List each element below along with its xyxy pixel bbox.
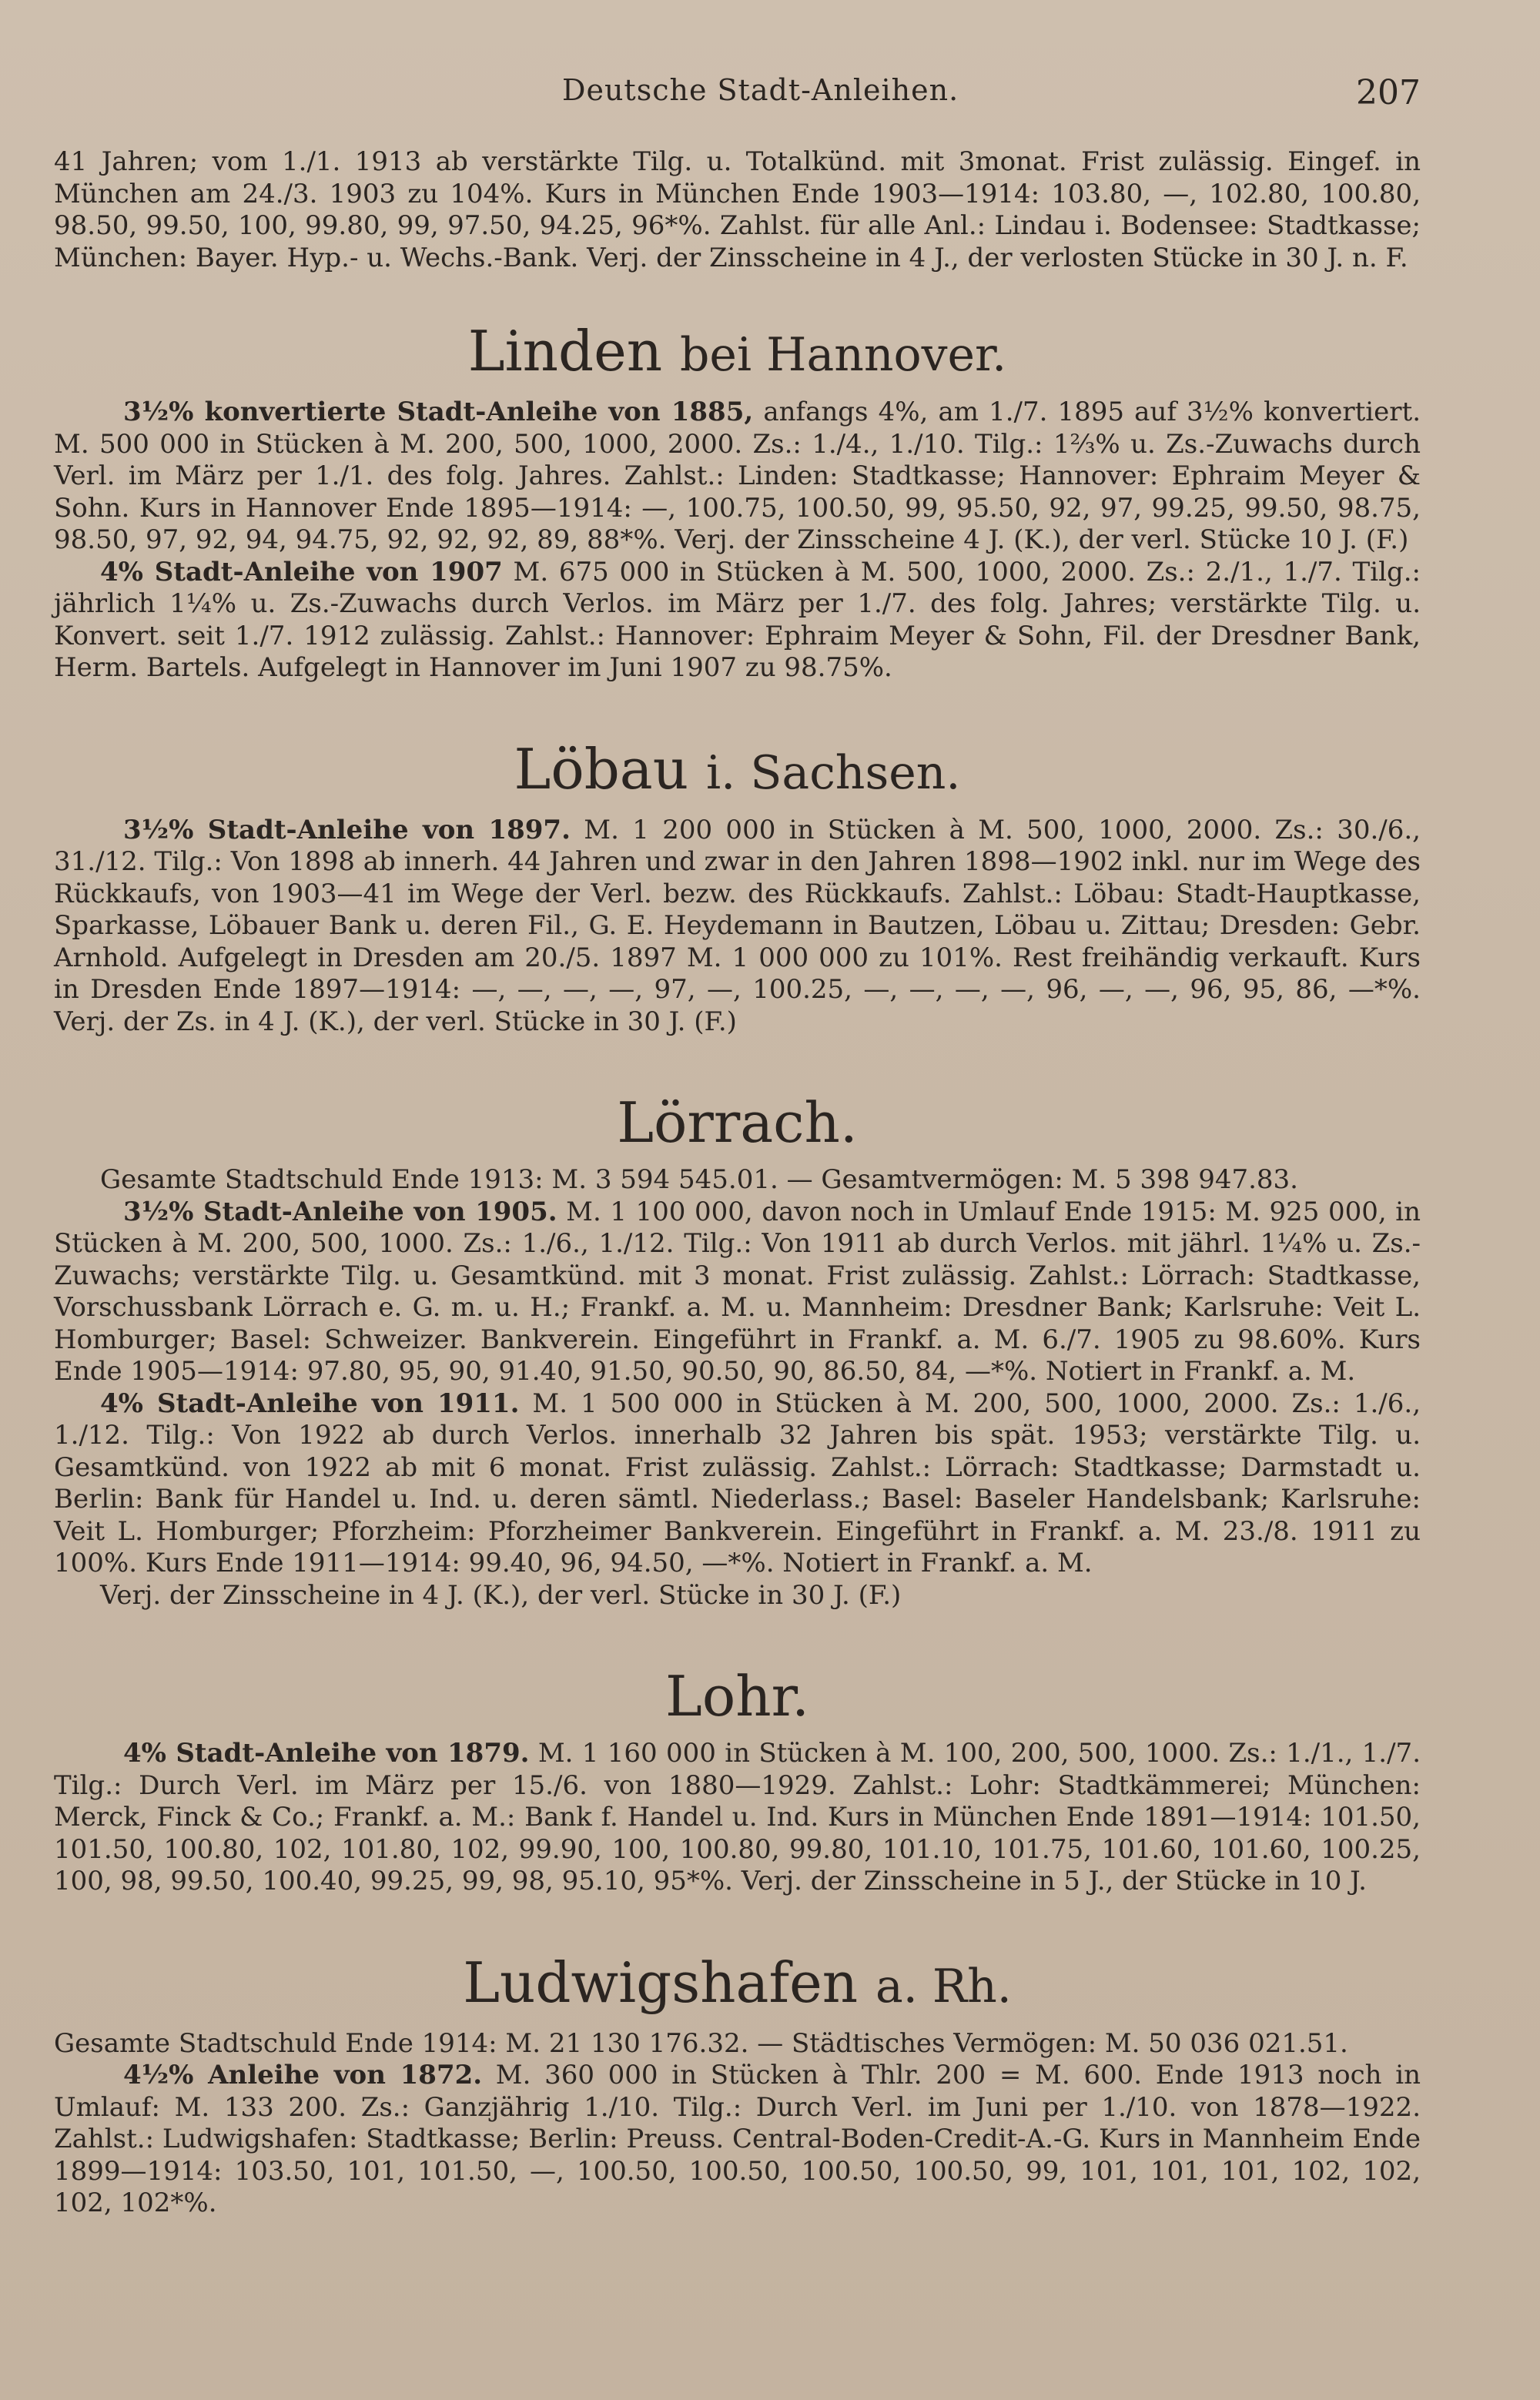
section-ludwigshafen bbox=[54, 1952, 1421, 2220]
section-heading bbox=[54, 1665, 1421, 1727]
loan-entry bbox=[54, 2060, 1421, 2220]
running-title: Deutsche Stadt-Anleihen. bbox=[562, 73, 959, 107]
section-heading bbox=[54, 1092, 1421, 1153]
section-heading bbox=[54, 738, 1421, 804]
loan-text: M. 1 200 000 in Stücken à M. 500, 1000, 2000. Zs.: 30./6., 31./12. Tilg.: Von 1898 ab innerh. 44 Jahren und zwar in den Jahren 1898—1902 inkl. nur im Wege des Rückkaufs, von 1903—41 im Wege der Verl. bezw. des Rückkaufs. Zahlst.: Löbau: Stadt-Hauptkasse, Sparkasse, Löbauer Bank u. deren Fil., G. E. Heydemann in Bautzen, Löbau u. Zittau; Dresden: Gebr. Arnhold. Aufgelegt in Dresden am 20./5. 1897 M. 1 000 000 zu 101%. Rest freihändig verkauft. Kurs in Dresden Ende 1897—1914: —, —, —, —, 97, —, 100.25, —, —, —, —, 96, —, —, 96, 95, 86, —*%. Verj. der Zs. in 4 J. (K.), der verl. Stücke in 30 J. (F.) bbox=[54, 814, 1421, 1037]
loan-text: anfangs 4%, am 1./7. 1895 auf 3½% konvertiert. M. 500 000 in Stücken à M. 200, 500, 1000, 2000. Zs.: 1./4., 1./10. Tilg.: 1⅔% u. Zs.-Zuwachs durch Verl. im März per 1./1. des folg. Jahres. Zahlst.: Linden: Stadtkasse; Hannover: Ephraim Meyer & Sohn. Kurs in Hannover Ende 1895—1914: —, 100.75, 100.50, 99, 95.50, 92, 97, 99.25, 99.50, 98.75, 98.50, 97, 92, 94, 94.75, 92, 92, 92, 89, 88*%. Verj. der Zinsscheine 4 J. (K.), der verl. Stücke 10 J. (F.) bbox=[54, 397, 1421, 555]
city-name: Lörrach. bbox=[617, 1090, 858, 1155]
loan-text: M. 1 100 000, davon noch in Umlauf Ende 1915: M. 925 000, in Stücken à M. 200, 500, 1000. Zs.: 1./6., 1./12. Tilg.: Von 1911 ab durch Verlos. mit jährl. 1¼% u. Zs.-Zuwachs; verstärkte Tilg. u. Gesamtkünd. mit 3 monat. Frist zulässig. Zahlst.: Lörrach: Stadtkasse, Vorschussbank Lörrach e. G. m. u. H.; Frankf. a. M. u. Mannheim: Dresdner Bank; Karlsruhe: Veit L. Homburger; Basel: Schweizer. Bankverein. Eingeführt in Frankf. a. M. 6./7. 1905 zu 98.60%. Kurs Ende 1905—1914: 97.80, 95, 90, 91.40, 91.50, 90.50, 90, 86.50, 84, —*%. Notiert in Frankf. a. M. bbox=[54, 1196, 1421, 1387]
city-name: Löbau bbox=[514, 736, 689, 802]
loan-text: M. 360 000 in Stücken à Thlr. 200 = M. 600. Ende 1913 noch in Umlauf: M. 133 200. Zs.: Ganzjährig 1./10. Tilg.: Durch Verl. im Juni per 1./10. von 1878—1922. Zahlst.: Ludwigshafen: Stadtkasse; Berlin: Preuss. Central-Boden-Credit-A.-G. Kurs in Mannheim Ende 1899—1914: 103.50, 101, 101.50, —, 100.50, 100.50, 100.50, 100.50, 99, 101, 101, 101, 102, 102, 102, 102*%. bbox=[54, 2060, 1421, 2218]
debt-statistics: Gesamte Stadtschuld Ende 1914: M. 21 130 176.32. — Städtisches Vermögen: M. 50 036 021.51. bbox=[54, 2027, 1348, 2059]
city-name: Lohr. bbox=[665, 1664, 809, 1729]
page-content bbox=[54, 146, 1421, 2220]
loan-text: M. 1 500 000 in Stücken à M. 200, 500, 1000, 2000. Zs.: 1./6., 1./12. Tilg.: Von 1922 ab durch Verlos. innerhalb 32 Jahren bis spät. 1953; verstärkte Tilg. u. Gesamtkünd. von 1922 ab mit 6 monat. Frist zulässig. Zahlst.: Lörrach: Stadtkasse; Darmstadt u. Berlin: Bank für Handel u. Ind. u. deren sämtl. Niederlass.; Basel: Baseler Handelsbank; Karlsruhe: Veit L. Homburger; Pforzheim: Pforzheimer Bankverein. Eingeführt in Frankf. a. M. 23./8. 1911 zu 100%. Kurs Ende 1911—1914: 99.40, 96, 94.50, —*%. Notiert in Frankf. a. M. bbox=[54, 1387, 1421, 1578]
loan-title: 4% Stadt-Anleihe von 1911. bbox=[100, 1387, 520, 1419]
loan-entry bbox=[54, 815, 1421, 1039]
loan-text: M. 1 160 000 in Stücken à M. 100, 200, 500, 1000. Zs.: 1./1., 1./7. Tilg.: Durch Verl. im März per 15./6. von 1880—1929. Zahlst.: Lohr: Stadtkämmerei; München: Merck, Finck & Co.; Frankf. a. M.: Bank f. Handel u. Ind. Kurs in München Ende 1891—1914: 101.50, 101.50, 100.80, 102, 101.80, 102, 99.90, 100, 100.80, 99.80, 101.10, 101.75, 101.60, 101.60, 100.25, 100, 98, 99.50, 100.40, 99.25, 99, 98, 95.10, 95*%. Verj. der Zinsscheine in 5 J., der Stücke in 10 J. bbox=[54, 1738, 1421, 1896]
section-loebau bbox=[54, 738, 1421, 1039]
section-lohr bbox=[54, 1665, 1421, 1898]
page-number: 207 bbox=[1356, 73, 1421, 112]
section-heading bbox=[54, 1952, 1421, 2017]
loan-title: 4½% Anleihe von 1872. bbox=[123, 2060, 483, 2090]
loan-title: 4% Stadt-Anleihe von 1907 bbox=[100, 556, 503, 587]
section-heading bbox=[54, 320, 1421, 386]
loan-entry bbox=[54, 1197, 1421, 1388]
loan-title: 4% Stadt-Anleihe von 1879. bbox=[123, 1738, 530, 1769]
debt-statistics: Gesamte Stadtschuld Ende 1913: M. 3 594 545.01. — Gesamtvermögen: M. 5 398 947.83. bbox=[100, 1164, 1298, 1195]
loan-title: 3½% Stadt-Anleihe von 1897. bbox=[123, 814, 571, 845]
loan-title: 3½% Stadt-Anleihe von 1905. bbox=[123, 1196, 557, 1227]
loan-entry bbox=[54, 397, 1421, 557]
loan-text: M. 675 000 in Stücken à M. 500, 1000, 2000. Zs.: 2./1., 1./7. Tilg.: jährlich 1¼% u. Zs.-Zuwachs durch Verlos. im März per 1./7. des folg. Jahres; verstärkte Tilg. u. Konvert. seit 1./7. 1912 zulässig. Zahlst.: Hannover: Ephraim Meyer & Sohn, Fil. der Dresdner Bank, Herm. Bartels. Aufgelegt in Hannover im Juni 1907 zu 98.75%. bbox=[54, 556, 1421, 683]
limitation-note: Verj. der Zinsscheine in 4 J. (K.), der verl. Stücke in 30 J. (F.) bbox=[100, 1579, 902, 1611]
loan-title: 3½% konvertierte Stadt-Anleihe von 1885, bbox=[123, 397, 754, 427]
city-suffix: a. Rh. bbox=[875, 1959, 1012, 2013]
city-suffix: bei Hannover. bbox=[679, 328, 1007, 382]
section-loerrach bbox=[54, 1092, 1421, 1612]
city-name: Ludwigshafen bbox=[463, 1950, 859, 2015]
loan-entry bbox=[54, 557, 1421, 685]
city-suffix: i. Sachsen. bbox=[705, 745, 961, 800]
page-header bbox=[0, 73, 1540, 119]
loan-entry bbox=[54, 1388, 1421, 1580]
intro-paragraph: 41 Jahren; vom 1./1. 1913 ab verstärkte Tilg. u. Totalkünd. mit 3monat. Frist zulässig. Eingef. in München am 24./3. 1903 zu 104%. Kurs in München Ende 1903—1914: 103.80, —, 102.80, 100.80, 98.50, 99.50, 100, 99.80, 99, 97.50, 94.25, 96*%. Zahlst. für alle Anl.: Lindau i. Bodensee: Stadtkasse; München: Bayer. Hyp.- u. Wechs.-Bank. Verj. der Zinsscheine in 4 J., der verlosten Stücke in 30 J. n. F. bbox=[54, 146, 1421, 273]
loan-entry bbox=[54, 1738, 1421, 1898]
city-name: Linden bbox=[467, 319, 663, 383]
section-linden bbox=[54, 320, 1421, 685]
